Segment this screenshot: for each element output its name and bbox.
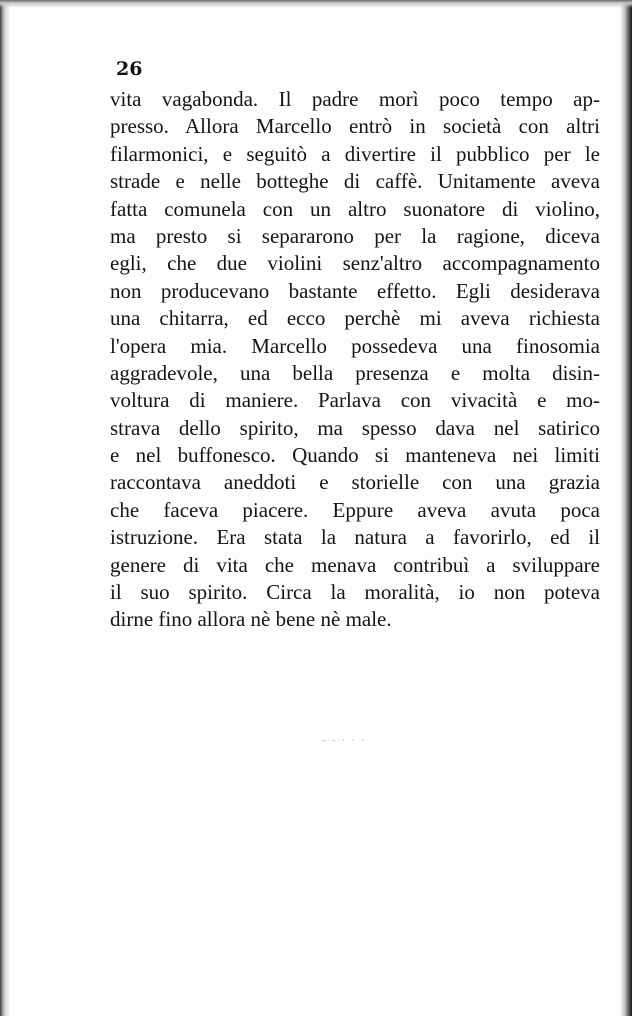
page-right-edge-shadow: [620, 0, 632, 1016]
text-line: strava dello spirito, ma spesso dava nel satirico: [110, 415, 600, 440]
text-line: filarmonici, e seguitò a divertire il pubblico per le: [110, 141, 600, 166]
text-line: che faceva piacere. Eppure aveva avuta poca: [110, 497, 600, 522]
faint-ornament-mark: - - · · ·: [322, 736, 367, 746]
text-line: voltura di maniere. Parlava con vivacità e mo-: [110, 388, 600, 413]
text-line: istruzione. Era stata la natura a favorirlo, ed il: [110, 525, 600, 550]
text-line: vita vagabonda. Il padre morì poco tempo ap-: [110, 87, 600, 111]
text-line: l'opera mia. Marcello possedeva una finosomia: [110, 333, 600, 358]
text-line: aggradevole, una bella presenza e molta disin-: [110, 360, 600, 385]
text-line: dirne fino allora nè bene nè male.: [110, 607, 392, 632]
page-number: 26: [116, 58, 143, 80]
text-line: fatta comunela con un altro suonatore di violino,: [110, 196, 600, 221]
text-line: il suo spirito. Circa la moralità, io non poteva: [110, 580, 600, 605]
text-line: strade e nelle botteghe di caffè. Unitamente aveva: [110, 169, 600, 194]
text-line: egli, che due violini senz'altro accompagnamento: [110, 251, 600, 276]
page-top-edge-shadow: [0, 0, 632, 8]
text-line: presso. Allora Marcello entrò in società con altri: [110, 114, 600, 139]
text-line: ma presto si separarono per la ragione, diceva: [110, 223, 600, 248]
text-line: e nel buffonesco. Quando si manteneva nei limiti: [110, 443, 600, 468]
text-line: non producevano bastante effetto. Egli desiderava: [110, 278, 600, 303]
text-line: una chitarra, ed ecco perchè mi aveva richiesta: [110, 306, 600, 331]
body-text: [110, 86, 600, 634]
text-line: raccontava aneddoti e storielle con una grazia: [110, 470, 600, 495]
text-line: genere di vita che menava contribuì a sviluppare: [110, 552, 600, 577]
page-left-edge-shadow: [0, 0, 10, 1016]
